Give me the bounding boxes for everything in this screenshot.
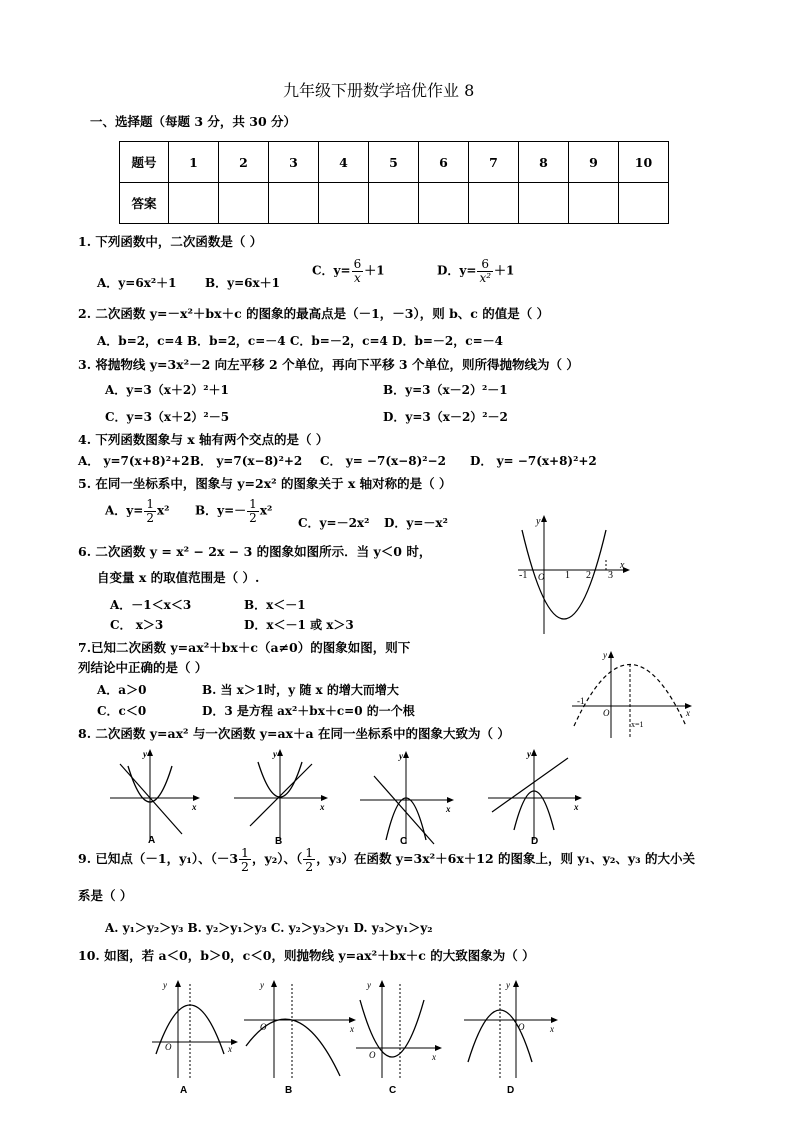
table-row [120, 142, 669, 183]
axis-label-y: y [273, 749, 277, 759]
fraction [477, 258, 493, 284]
q6-option-a: A．－1＜x＜3 [110, 598, 192, 612]
q5-a-prefix: A．y= [105, 503, 144, 518]
axis-label-x: x [550, 1024, 554, 1034]
table-cell: 3 [269, 142, 319, 183]
q8-label-a: A [148, 835, 156, 846]
tick-label: -1 [577, 696, 585, 706]
table-cell: 6 [419, 142, 469, 183]
q8-graph-b [230, 746, 330, 844]
origin-label: O [518, 1022, 525, 1032]
table-cell: 8 [519, 142, 569, 183]
answer-cell[interactable] [619, 183, 669, 224]
q3-option-d: D．y=3（x－2）²－2 [383, 410, 508, 424]
question-4-stem: 4. 下列函数图象与 x 轴有两个交点的是（ ） [78, 432, 329, 447]
q5-a-suffix: x² [156, 503, 170, 518]
q7-option-c: C．c＜0 [97, 704, 147, 718]
axis-label-y: y [143, 749, 147, 759]
axis-label-x: x [686, 708, 690, 718]
axis-label-y: y [399, 751, 403, 761]
origin-label: O [603, 708, 610, 718]
tick-label: -1 [519, 570, 528, 581]
q5-option-b [195, 498, 272, 524]
q10-graph-b [240, 976, 360, 1082]
denominator: 2 [249, 510, 257, 525]
y-axis-arrow [541, 515, 547, 522]
q8-graph-a [106, 746, 202, 844]
table-cell: 10 [619, 142, 669, 183]
q4-option-b: B． y=7(x−8)²+2 [190, 454, 303, 468]
q5-option-d: D．y=－x² [384, 516, 448, 530]
answer-cell[interactable] [369, 183, 419, 224]
numerator: 1 [305, 845, 314, 860]
question-1-stem: 1. 下列函数中，二次函数是（ ） [78, 234, 263, 249]
table-header-label: 答案 [120, 183, 169, 224]
table-row [120, 183, 669, 224]
parabola-curve [522, 530, 606, 619]
q4-option-a: A． y=7(x+8)²+2 [78, 454, 190, 468]
origin-label: O [260, 1022, 267, 1032]
q4-option-d: D． y= −7(x+8)²+2 [470, 454, 597, 468]
q1-option-a: A．y=6x²＋1 [97, 276, 177, 290]
axis-label-x: x [620, 560, 625, 571]
denominator: x [354, 270, 361, 285]
q3-option-c: C．y=3（x＋2）²－5 [105, 410, 230, 424]
axis-label-y: y [506, 980, 510, 990]
q10-graph-a [148, 976, 240, 1082]
answer-cell[interactable] [269, 183, 319, 224]
axis-label-x: x [574, 802, 579, 812]
q7-option-b: B. 当 x＞1时，y 随 x 的增大而增大 [202, 683, 399, 697]
axis-label-x: x [192, 802, 197, 812]
y-axis-arrow [608, 651, 614, 658]
q6-option-c: C． x＞3 [110, 618, 164, 632]
page-title: 九年级下册数学培优作业 8 [283, 81, 475, 100]
tick-label: 2 [586, 570, 591, 581]
question-6-stem: 6. 二次函数 y = x² − 2x − 3 的图象如图所示．当 y＜0 时， [78, 544, 432, 559]
origin-label: O [165, 1042, 172, 1052]
axis-label-y: y [527, 749, 531, 759]
q9-part: ，y₃）在函数 y=3x²＋6x＋12 的图象上，则 y₁、y₂、y₃ 的大小关 [316, 851, 695, 867]
q1-c-prefix: C．y= [312, 263, 351, 278]
answer-cell[interactable] [169, 183, 219, 224]
question-8-stem: 8. 二次函数 y=ax² 与一次函数 y=ax＋a 在同一坐标系中的图象大致为（ ） [78, 726, 510, 741]
q10-graph-c [352, 976, 444, 1082]
q8-label-b: B [275, 836, 283, 847]
q5-option-a [105, 498, 169, 524]
section-heading: 一、选择题（每题 3 分，共 30 分） [90, 114, 297, 129]
answer-cell[interactable] [419, 183, 469, 224]
q6-option-b: B．x＜－1 [244, 598, 306, 612]
q8-label-d: D [531, 836, 539, 847]
denominator: x² [479, 270, 492, 285]
q7-option-d: D．3 是方程 ax²＋bx＋c=0 的一个根 [202, 704, 415, 718]
q1-d-suffix: ＋1 [494, 263, 515, 278]
table-cell: 1 [169, 142, 219, 183]
q10-label-c: C [389, 1085, 397, 1096]
numerator: 6 [353, 257, 362, 271]
axis-label-y: y [536, 516, 541, 527]
q1-option-d [437, 258, 514, 284]
q7-parabola-graph [568, 648, 694, 742]
question-9-stem [78, 846, 695, 873]
fraction [239, 846, 251, 873]
q1-option-c [312, 258, 385, 284]
q1-option-b: B．y=6x＋1 [205, 276, 281, 290]
question-9-line-2: 系是（ ） [78, 888, 133, 903]
numerator: 6 [477, 258, 493, 272]
table-header-label: 题号 [120, 142, 169, 183]
question-7-stem: 7.已知二次函数 y=ax²＋bx＋c（a≠0）的图象如图，则下 [78, 640, 411, 655]
q6-parabola-graph [514, 512, 632, 638]
table-cell: 4 [319, 142, 369, 183]
q2-options: A．b=2，c=4 B．b=2，c=－4 C．b=－2，c=4 D．b=－2，c=－4 [97, 334, 503, 348]
question-5-stem: 5. 在同一坐标系中，图象与 y=2x² 的图象关于 x 轴对称的是（ ） [78, 476, 452, 491]
symmetry-axis-label: x=1 [631, 720, 644, 729]
answer-table [119, 141, 669, 224]
table-cell: 7 [469, 142, 519, 183]
fraction [144, 498, 156, 524]
q5-b-prefix: B．y=－ [195, 503, 247, 518]
q8-graph-c [356, 748, 456, 848]
denominator: 2 [241, 859, 249, 875]
answer-cell[interactable] [469, 183, 519, 224]
numerator: 1 [249, 497, 257, 511]
axis-label-x: x [350, 1024, 354, 1034]
denominator: 2 [146, 510, 154, 525]
fraction [352, 258, 364, 284]
question-2-stem: 2. 二次函数 y=－x²＋bx＋c 的图象的最高点是（－1，－3），则 b、c 的值是（ ） [78, 306, 550, 321]
q10-label-b: B [285, 1085, 293, 1096]
answer-cell[interactable] [519, 183, 569, 224]
tick-label: 3 [608, 570, 613, 581]
axis-label-x: x [446, 804, 451, 814]
origin-label: O [538, 572, 545, 582]
q8-label-c: C [400, 836, 408, 847]
table-cell: 9 [569, 142, 619, 183]
denominator: 2 [305, 859, 314, 875]
q6-option-d: D．x＜－1 或 x＞3 [244, 618, 354, 632]
axis-label-y: y [603, 650, 607, 660]
axis-label-y: y [367, 980, 371, 990]
axis-label-y: y [260, 980, 264, 990]
axis-label-x: x [432, 1052, 436, 1062]
q9-part: ，y₂）、（ [252, 851, 303, 867]
q9-options: A. y₁＞y₂＞y₃ B. y₂＞y₁＞y₃ C. y₂＞y₃＞y₁ D. y₃＞y₁＞y₂ [105, 921, 433, 935]
numerator: 1 [146, 497, 154, 511]
table-cell: 2 [219, 142, 269, 183]
origin-label: O [369, 1050, 376, 1060]
q4-option-c: C． y= −7(x−8)²−2 [320, 454, 446, 468]
axis-label-x: x [320, 802, 325, 812]
axis-label-y: y [163, 980, 167, 990]
axis-label-x: x [228, 1044, 232, 1054]
answer-cell[interactable] [319, 183, 369, 224]
q1-d-prefix: D．y= [437, 263, 477, 278]
q5-option-c: C．y=－2x² [298, 516, 370, 530]
fraction [303, 846, 315, 873]
question-10-stem: 10. 如图，若 a＜0，b＞0，c＜0，则抛物线 y=ax²＋bx＋c 的大致图象为（ ） [78, 948, 535, 963]
q9-part: 9. 已知点（－1，y₁）、（－3 [78, 851, 239, 867]
q10-label-d: D [507, 1085, 515, 1096]
question-3-stem: 3. 将抛物线 y=3x²－2 向左平移 2 个单位，再向下平移 3 个单位，则所得抛物线为（ ） [78, 357, 579, 372]
numerator: 1 [241, 845, 249, 860]
question-7-stem-2: 列结论中正确的是（ ） [78, 660, 208, 675]
q3-option-a: A．y=3（x＋2）²＋1 [105, 383, 229, 397]
q3-option-b: B．y=3（x－2）²－1 [383, 383, 508, 397]
answer-cell[interactable] [219, 183, 269, 224]
table-cell: 5 [369, 142, 419, 183]
q7-option-a: A．a＞0 [97, 683, 147, 697]
q10-graph-d [460, 976, 560, 1082]
fraction [247, 498, 259, 524]
q8-graph-d [484, 746, 584, 844]
q5-b-suffix: x² [259, 503, 273, 518]
q10-label-a: A [180, 1085, 188, 1096]
question-6-stem-2: 自变量 x 的取值范围是（ ）. [97, 570, 260, 585]
q1-c-suffix: ＋1 [364, 263, 385, 278]
tick-label: 1 [565, 570, 570, 581]
answer-cell[interactable] [569, 183, 619, 224]
